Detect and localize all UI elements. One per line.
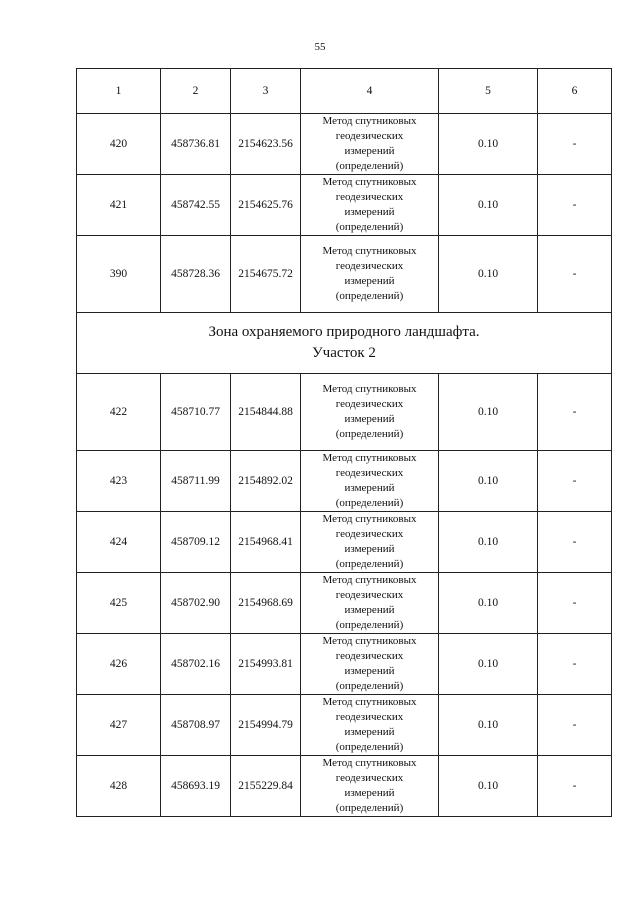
y-coordinate-cell: 2154968.41 bbox=[231, 512, 301, 573]
y-coordinate-cell: 2154993.81 bbox=[231, 634, 301, 695]
x-coordinate-cell: 458728.36 bbox=[161, 236, 231, 313]
method-cell bbox=[301, 114, 439, 175]
header-cell: 2 bbox=[161, 69, 231, 114]
method-line: (определений) bbox=[335, 160, 404, 172]
header-cell: 4 bbox=[301, 69, 439, 114]
method-line: измерений bbox=[344, 482, 395, 494]
accuracy-cell: 0.10 bbox=[439, 512, 538, 573]
section-title-line: Зона охраняемого природного ландшафта. bbox=[208, 324, 480, 340]
method-line: геодезических bbox=[335, 650, 404, 662]
point-number-cell: 421 bbox=[77, 175, 161, 236]
method-line: измерений bbox=[344, 604, 395, 616]
note-cell: - bbox=[538, 634, 612, 695]
method-line: (определений) bbox=[335, 221, 404, 233]
method-line: Метод спутниковых bbox=[322, 383, 417, 395]
accuracy-cell: 0.10 bbox=[439, 695, 538, 756]
accuracy-cell: 0.10 bbox=[439, 451, 538, 512]
point-number-cell: 428 bbox=[77, 756, 161, 817]
y-coordinate-cell: 2154675.72 bbox=[231, 236, 301, 313]
method-cell bbox=[301, 175, 439, 236]
header-cell: 6 bbox=[538, 69, 612, 114]
table-row bbox=[77, 175, 612, 236]
point-number-cell: 390 bbox=[77, 236, 161, 313]
method-line: геодезических bbox=[335, 260, 404, 272]
table-row bbox=[77, 374, 612, 451]
method-line: Метод спутниковых bbox=[322, 696, 417, 708]
y-coordinate-cell: 2155229.84 bbox=[231, 756, 301, 817]
note-cell: - bbox=[538, 756, 612, 817]
method-line: геодезических bbox=[335, 589, 404, 601]
y-coordinate-cell: 2154994.79 bbox=[231, 695, 301, 756]
method-line: измерений bbox=[344, 726, 395, 738]
accuracy-cell: 0.10 bbox=[439, 756, 538, 817]
y-coordinate-cell: 2154892.02 bbox=[231, 451, 301, 512]
method-line: (определений) bbox=[335, 802, 404, 814]
method-cell bbox=[301, 236, 439, 313]
method-line: геодезических bbox=[335, 772, 404, 784]
method-line: Метод спутниковых bbox=[322, 574, 417, 586]
table-row bbox=[77, 236, 612, 313]
table-row bbox=[77, 114, 612, 175]
page-number: 55 bbox=[314, 41, 326, 53]
note-cell: - bbox=[538, 695, 612, 756]
method-line: Метод спутниковых bbox=[322, 635, 417, 647]
x-coordinate-cell: 458693.19 bbox=[161, 756, 231, 817]
method-line: измерений bbox=[344, 206, 395, 218]
accuracy-cell: 0.10 bbox=[439, 236, 538, 313]
method-line: (определений) bbox=[335, 680, 404, 692]
coordinates-table bbox=[76, 68, 612, 817]
method-line: Метод спутниковых bbox=[322, 452, 417, 464]
accuracy-cell: 0.10 bbox=[439, 114, 538, 175]
point-number-cell: 423 bbox=[77, 451, 161, 512]
method-line: измерений bbox=[344, 275, 395, 287]
point-number-cell: 426 bbox=[77, 634, 161, 695]
note-cell: - bbox=[538, 175, 612, 236]
accuracy-cell: 0.10 bbox=[439, 374, 538, 451]
note-cell: - bbox=[538, 374, 612, 451]
x-coordinate-cell: 458711.99 bbox=[161, 451, 231, 512]
point-number-cell: 422 bbox=[77, 374, 161, 451]
x-coordinate-cell: 458708.97 bbox=[161, 695, 231, 756]
y-coordinate-cell: 2154623.56 bbox=[231, 114, 301, 175]
accuracy-cell: 0.10 bbox=[439, 634, 538, 695]
method-line: Метод спутниковых bbox=[322, 245, 417, 257]
method-line: геодезических bbox=[335, 130, 404, 142]
accuracy-cell: 0.10 bbox=[439, 573, 538, 634]
table-row bbox=[77, 756, 612, 817]
note-cell: - bbox=[538, 573, 612, 634]
method-line: Метод спутниковых bbox=[322, 176, 417, 188]
method-line: геодезических bbox=[335, 191, 404, 203]
header-cell: 1 bbox=[77, 69, 161, 114]
table-row bbox=[77, 634, 612, 695]
x-coordinate-cell: 458709.12 bbox=[161, 512, 231, 573]
x-coordinate-cell: 458742.55 bbox=[161, 175, 231, 236]
method-cell bbox=[301, 634, 439, 695]
method-cell bbox=[301, 756, 439, 817]
x-coordinate-cell: 458702.90 bbox=[161, 573, 231, 634]
method-line: Метод спутниковых bbox=[322, 115, 417, 127]
method-line: Метод спутниковых bbox=[322, 757, 417, 769]
y-coordinate-cell: 2154625.76 bbox=[231, 175, 301, 236]
x-coordinate-cell: 458702.16 bbox=[161, 634, 231, 695]
table-row bbox=[77, 512, 612, 573]
method-line: геодезических bbox=[335, 467, 404, 479]
method-line: (определений) bbox=[335, 558, 404, 570]
header-cell: 5 bbox=[439, 69, 538, 114]
table-row bbox=[77, 695, 612, 756]
header-cell: 3 bbox=[231, 69, 301, 114]
accuracy-cell: 0.10 bbox=[439, 175, 538, 236]
point-number-cell: 427 bbox=[77, 695, 161, 756]
point-number-cell: 420 bbox=[77, 114, 161, 175]
method-line: Метод спутниковых bbox=[322, 513, 417, 525]
method-line: (определений) bbox=[335, 497, 404, 509]
method-line: геодезических bbox=[335, 711, 404, 723]
x-coordinate-cell: 458710.77 bbox=[161, 374, 231, 451]
method-line: (определений) bbox=[335, 428, 404, 440]
y-coordinate-cell: 2154844.88 bbox=[231, 374, 301, 451]
method-cell bbox=[301, 512, 439, 573]
method-cell bbox=[301, 374, 439, 451]
note-cell: - bbox=[538, 451, 612, 512]
method-line: геодезических bbox=[335, 398, 404, 410]
method-line: измерений bbox=[344, 413, 395, 425]
y-coordinate-cell: 2154968.69 bbox=[231, 573, 301, 634]
section-title bbox=[77, 313, 612, 374]
table-row bbox=[77, 451, 612, 512]
x-coordinate-cell: 458736.81 bbox=[161, 114, 231, 175]
method-cell bbox=[301, 695, 439, 756]
method-line: измерений bbox=[344, 665, 395, 677]
method-line: геодезических bbox=[335, 528, 404, 540]
method-line: измерений bbox=[344, 543, 395, 555]
method-line: измерений bbox=[344, 787, 395, 799]
method-line: (определений) bbox=[335, 741, 404, 753]
section-row bbox=[77, 313, 612, 374]
method-cell bbox=[301, 451, 439, 512]
method-cell bbox=[301, 573, 439, 634]
note-cell: - bbox=[538, 512, 612, 573]
note-cell: - bbox=[538, 114, 612, 175]
table-row bbox=[77, 573, 612, 634]
method-line: измерений bbox=[344, 145, 395, 157]
method-line: (определений) bbox=[335, 290, 404, 302]
point-number-cell: 425 bbox=[77, 573, 161, 634]
note-cell: - bbox=[538, 236, 612, 313]
method-line: (определений) bbox=[335, 619, 404, 631]
section-title-line: Участок 2 bbox=[312, 345, 376, 361]
point-number-cell: 424 bbox=[77, 512, 161, 573]
table-header-row bbox=[77, 69, 612, 114]
